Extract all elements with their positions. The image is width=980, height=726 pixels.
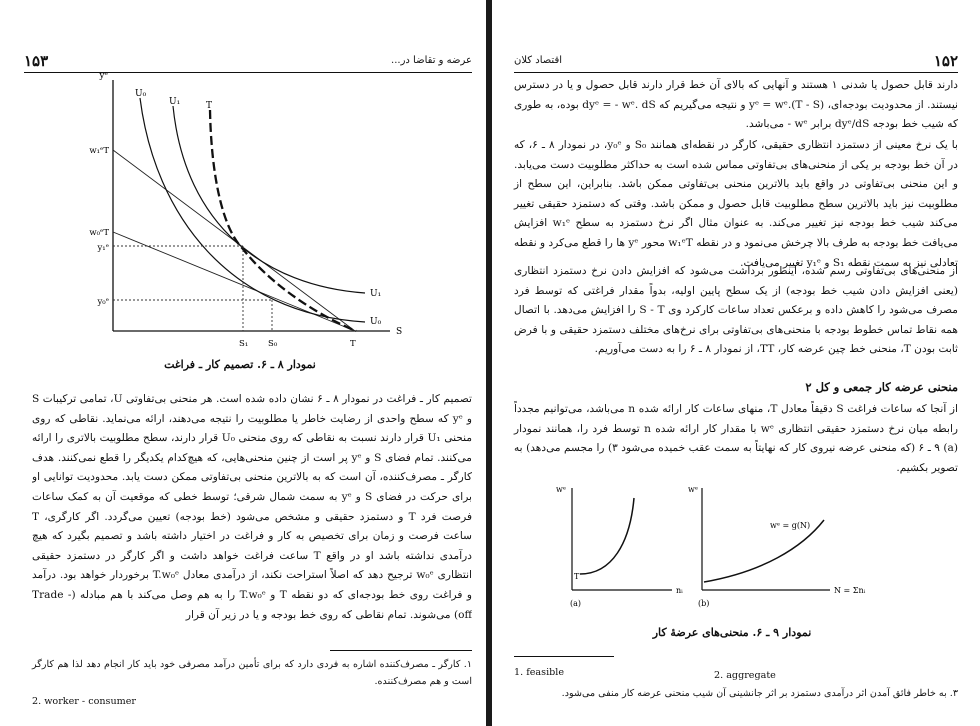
tick-w1t: w₁ᵉT xyxy=(89,146,109,156)
left-footnote-fa: ۱. کارگر ـ مصرف‌کننده اشاره به فردی دارد که برای تأمین درآمد مصرفی خود باید کار انجام دهد لذا هم کارگر است و هم مصرف‌کننده. xyxy=(32,659,472,687)
panel-b-y-label: wᵉ xyxy=(688,485,698,494)
right-subheading: منحنی عرضه کار جمعی و کل ۲ xyxy=(805,380,958,394)
left-footnote-en: 2. worker - consumer xyxy=(32,696,136,707)
right-para-1: دارند قابل حصول یا شدنی ۱ هستند و آنهایی که بالای آن خط قرار دارند قابل حصول و یا در دسترس نیستند. از محدودیت بودجه‌ای، yᵉ = wᵉ.(T - S) و نتیجه می‌گیریم که dyᵉ = - wᵉ. dS بوده، به طوری که شیب خط بودجه dyᵉ/dS برابر wᵉ - می‌باشد. xyxy=(514,79,959,131)
left-page xyxy=(0,0,488,726)
left-footnote-rule xyxy=(330,650,472,651)
right-header xyxy=(514,52,958,72)
x-axis-label: S xyxy=(396,327,403,337)
left-page-number: ۱۵۳ xyxy=(24,52,49,70)
right-footnote-fa: ۳. به خاطر فائق آمدن اثر درآمدی دستمزد بر اثر جانشینی آن شیب منحنی عرضه کار منفی می‌شود. xyxy=(561,688,958,699)
figure-8-6-caption: نمودار ۸ ـ ۶. تصمیم کار ـ فراغت xyxy=(164,358,316,371)
curve-label-u1-top: U₁ xyxy=(169,97,181,107)
curve-label-t-top: T xyxy=(206,101,213,111)
right-para-3: از منحنی‌های بی‌تفاوتی رسم شده، اینطور برداشت می‌شود که افزایش دادن نرخ دستمزد انتظاری (یعنی افزایش دادن شیب خط بودجه) از یک سطح پایین اولیه، بدواً مقدار فراغتی که توسط فرد مصرف می‌شود را کاهش داده و برعکس تعداد ساعات کارکرد وی S - T را افزایش می‌دهد. با اتصال همه نقاط تماس خطوط بودجه با منحنی‌های بی‌تفاوتی برای نرخ‌های مختلف دستمزد حقیقی و با فرض ثابت بودن T، منحنی خط چین عرضه کار، TT، از نمودار ۸ ـ ۶ را به دست می‌آوریم. xyxy=(514,265,958,356)
labor-supply-curve-tt xyxy=(210,110,356,331)
curve-label-u1-right: U₁ xyxy=(370,289,382,299)
tick-s0: S₀ xyxy=(268,339,278,349)
left-body-text: تصمیم کار ـ فراغت در نمودار ۸ ـ ۶ نشان داده شده است. هر منحنی بی‌تفاوتی U، تمامی ترکیبات S و yᵉ که سطح واحدی از رضایت خاطر یا مطلوبیت را نتیجه می‌دهند، ارائه می‌نماید. نقاطی که روی منحنی U₁ قرار دارند نسبت به نقاطی که روی منحنی U₀ قرار دارند، سطح مطلوبیت بالاتری را ارائه می‌کنند. تمام فضای S و yᵉ پر است از چنین منحنی‌هایی، که هیچ‌کدام یکدیگر را قطع نمی‌کنند. هدف کارگر ـ مصرف‌کننده، آن است که به بالاترین منحنی بی‌تفاوتی ممکن دست یابد. محدودیت توانایی او برای حرکت در فضای S و yᵉ به سمت شمال شرقی؛ توسط خطی که موقعیت آن به کمک ساعات فرصت فرد T و دستمزد حقیقی و مشخص می‌شود (خط بودجه) تعیین می‌گردد. اگر کارگری، T ساعت فرصت و زمان برای تخصیص به کار و فراغت در اختیار داشته باشد و تصمیم بگیرد که هیچ درآمدی نداشته باشد او در واقع T ساعت فراغت خواهد داشت و اگر کارگر در دستمزد حقیقی انتظاری w₀ᵉ ترجیح دهد که اصلاً استراحت نکند، از درآمدی معادل T.w₀ᵉ برخوردار خواهد بود. درآمد و فراغت روی خط بودجه‌ای که دو نقطه T و T.w₀ᵉ را به هم وصل می‌کند با هم مبادله (Trade - off) می‌شوند. تمام نقاطی که روی خط بودجه و یا در زیر آن قرار xyxy=(32,393,472,621)
tick-t: T xyxy=(350,339,356,349)
panel-a-label: (a) xyxy=(570,599,582,608)
tick-y1: y₁ᵉ xyxy=(97,243,109,253)
panel-a-curve-label: T xyxy=(574,572,580,581)
panel-b-label: (b) xyxy=(698,599,710,608)
panel-b-function-label: wᵉ = g(N) xyxy=(770,521,811,530)
right-page xyxy=(492,0,980,726)
figure-9-6-caption: نمودار ۹ ـ ۶. منحنی‌های عرضهٔ کار xyxy=(652,626,812,639)
y-axis-label: yᵉ xyxy=(99,71,108,81)
panel-a-x-label: nᵢ xyxy=(676,586,683,595)
right-footnote-rule xyxy=(514,656,614,657)
labor-leisure-figure xyxy=(80,66,420,356)
budget-line-w0 xyxy=(113,232,355,331)
indifference-curve-u1 xyxy=(173,106,365,293)
panel-b-x-label: N = Σnᵢ xyxy=(834,586,866,595)
tick-s1: S₁ xyxy=(239,339,249,349)
panel-a-supply-curve xyxy=(580,498,634,574)
right-footnote-en-1: 1. feasible xyxy=(514,667,565,678)
labor-supply-figure xyxy=(552,478,912,616)
right-para-4: از آنجا که ساعات فراغت S دقیقاً معادل T، منهای ساعات کار ارائه شده n می‌باشد، می‌توانیم مجدداً رابطه میان نرخ دستمزد حقیقی انتظاری wᵉ با مقدار کار ارائه شده n توسط فرد را، همانند نمودار (a) ۹ ـ ۶ (که منحنی عرضه نیروی کار که نهایتاً به سمت عقب خمیده می‌شود ۳) را مجسم می‌دهد) به تصویر بکشیم. xyxy=(514,403,959,474)
panel-a-y-label: wᵉ xyxy=(556,485,566,494)
right-para-2: با یک نرخ معینی از دستمزد انتظاری حقیقی، کارگر در نقطه‌ای همانند S₀ و y₀ᵉ، در نمودار ۸ ـ ۶، که در آن خط بودجه بر یکی از منحنی‌های بی‌تفاوتی مماس شده است به حداکثر مطلوبیت دست می‌یابد. و این منحنی بی‌تفاوتی در واقع باید بالاترین منحنی بی‌تفاوتی ممکن باشد. بنابراین، این سطح از مطلوبیت نیز باید بالاترین سطح مطلوبیت قابل حصول و ممکن باشد. وقتی که دستمزد حقیقی تغییر می‌کند شیب خط بودجه نیز تغییر می‌کند. به عنوان مثال اگر نرخ دستمزد به سطح w₁ᵉ افزایش می‌یافت خط بودجه به طرف بالا چرخش می‌نمود و در نقطه w₁ᵉT محور yᵉ ها را قطع می‌کرد و نقطه تعادلی نیز به سمت نقطه S₁ و y₁ᵉ تغییر می‌یافت. xyxy=(514,139,959,269)
left-running-head: عرضه و تقاضا در... xyxy=(391,55,472,66)
tick-y0: y₀ᵉ xyxy=(97,297,109,307)
right-header-rule xyxy=(514,72,958,73)
curve-label-u0-right: U₀ xyxy=(370,317,382,327)
right-footnote-en-2: 2. aggregate xyxy=(714,670,776,681)
right-running-head: اقتصاد کلان xyxy=(514,55,562,66)
curve-label-u0-top: U₀ xyxy=(135,89,147,99)
right-page-number: ۱۵۲ xyxy=(933,52,958,70)
tick-w0t: w₀ᵉT xyxy=(89,228,109,238)
